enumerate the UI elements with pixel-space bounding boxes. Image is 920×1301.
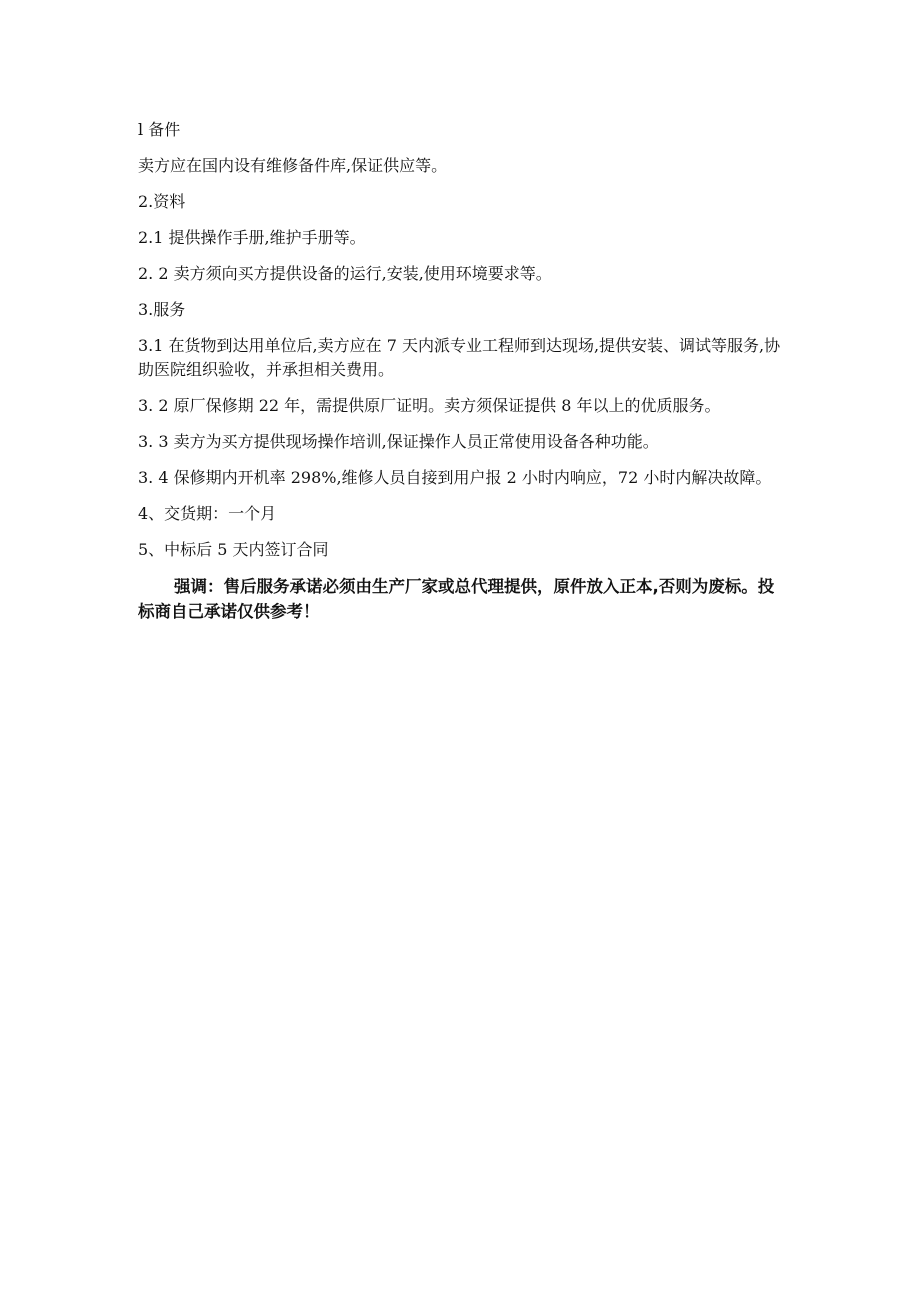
section-heading-spare-parts: l 备件 [138, 120, 181, 139]
section-heading-materials: 2.资料 [138, 192, 186, 211]
section-heading-service: 3.服务 [138, 300, 186, 319]
service-item-3-2: 3. 2 原厂保修期 22 年，需提供原厂证明。卖方须保证提供 8 年以上的优质服务。 [138, 396, 721, 415]
materials-item-2-2: 2. 2 卖方须向买方提供设备的运行,安装,使用环境要求等。 [138, 264, 552, 283]
service-item-3-3: 3. 3 卖方为买方提供现场操作培训,保证操作人员正常使用设备各种功能。 [138, 432, 659, 451]
service-item-3-1: 3.1 在货物到达用单位后,卖方应在 7 天内派专业工程师到达现场,提供安装、调试等服务,协助医院组织验收，并承担相关费用。 [138, 336, 781, 379]
materials-item-2-1: 2.1 提供操作手册,维护手册等。 [138, 228, 366, 247]
service-item-3-4: 3. 4 保修期内开机率 298%,维修人员自接到用户报 2 小时内响应，72 小时内解决故障。 [138, 468, 772, 487]
emphasis-note: 强调：售后服务承诺必须由生产厂家或总代理提供，原件放入正本,否则为废标。投标商自己承诺仅供参考！ [138, 577, 775, 621]
spare-parts-text: 卖方应在国内设有维修备件库,保证供应等。 [138, 156, 448, 175]
document-body [138, 118, 788, 636]
contract-signing: 5、中标后 5 天内签订合同 [138, 540, 329, 559]
delivery-period: 4、交货期：一个月 [138, 504, 277, 523]
